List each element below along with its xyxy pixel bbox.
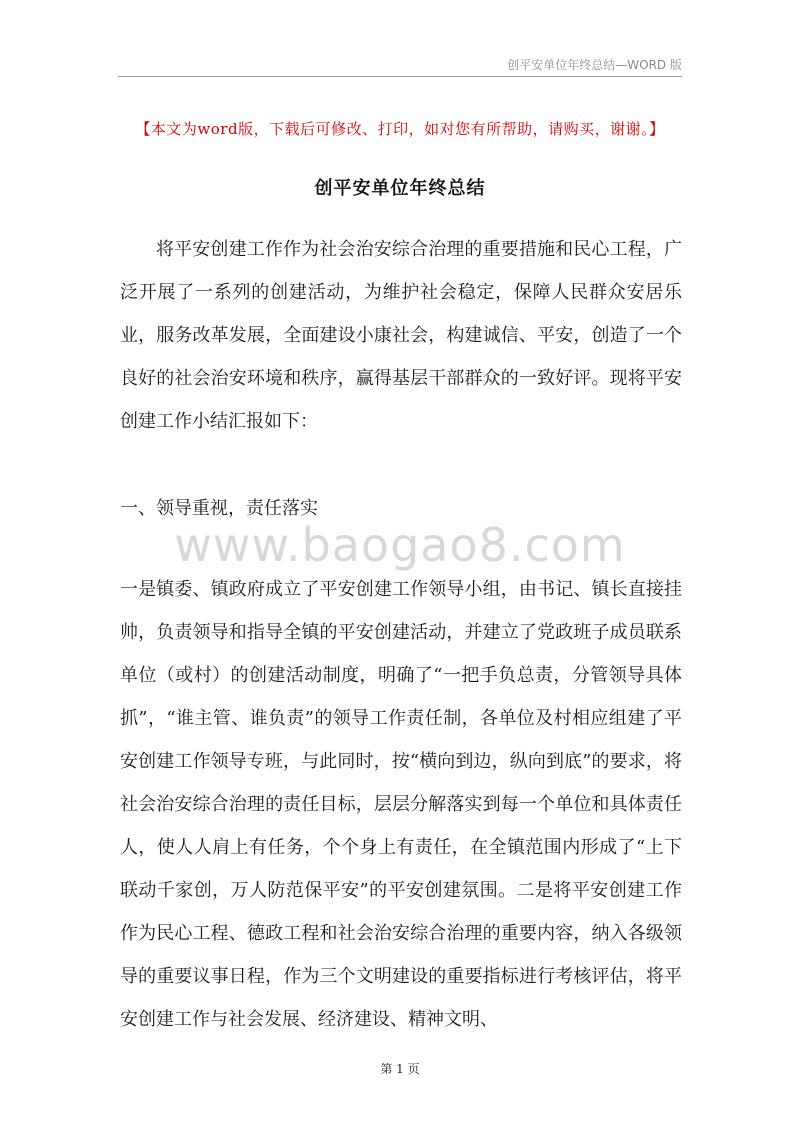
section-heading-1: 一、领导重视，责任落实: [120, 498, 318, 519]
body-paragraph: 一是镇委、镇政府成立了平安创建工作领导小组，由书记、镇长直接挂帅，负责领导和指导全镇的平安创建活动，并建立了党政班子成员联系单位（或村）的创建活动制度，明确了“一把手负总责，分管领导具体抓”，“谁主管、谁负责”的领导工作责任制，各单位及村相应组建了平安创建工作领导专班，与此同时，按“横向到边，纵向到底”的要求，将社会治安综合治理的责任目标，层层分解落实到每一个单位和具体责任人，使人人肩上有任务，个个身上有责任，在全镇范围内形成了“上下联动千家创，万人防范保平安”的平安创建氛围。二是将平安创建工作作为民心工程、德政工程和社会治安综合治理的重要内容，纳入各级领导的重要议事日程，作为三个文明建设的重要指标进行考核评估，将平安创建工作与社会发展、经济建设、精神文明、: [120, 579, 682, 1030]
running-header-title: 创平安单位年终总结—WORD 版: [507, 58, 682, 72]
watermark-text: www.baogao8.com: [174, 518, 626, 572]
document-title: 创平安单位年终总结: [314, 178, 486, 199]
header-divider: [118, 76, 682, 77]
page-number: 第 1 页: [380, 1062, 420, 1076]
purchase-notice: 【本文为word版，下载后可修改、打印，如对您有所帮助，请购买，谢谢。】: [135, 120, 665, 138]
intro-paragraph: 将平安创建工作作为社会治安综合治理的重要措施和民心工程，广泛开展了一系列的创建活动，为维护社会稳定，保障人民群众安居乐业，服务改革发展，全面建设小康社会，构建诚信、平安，创造了一个良好的社会治安环境和秩序，赢得基层干部群众的一致好评。现将平安创建工作小结汇报如下：: [120, 239, 682, 432]
